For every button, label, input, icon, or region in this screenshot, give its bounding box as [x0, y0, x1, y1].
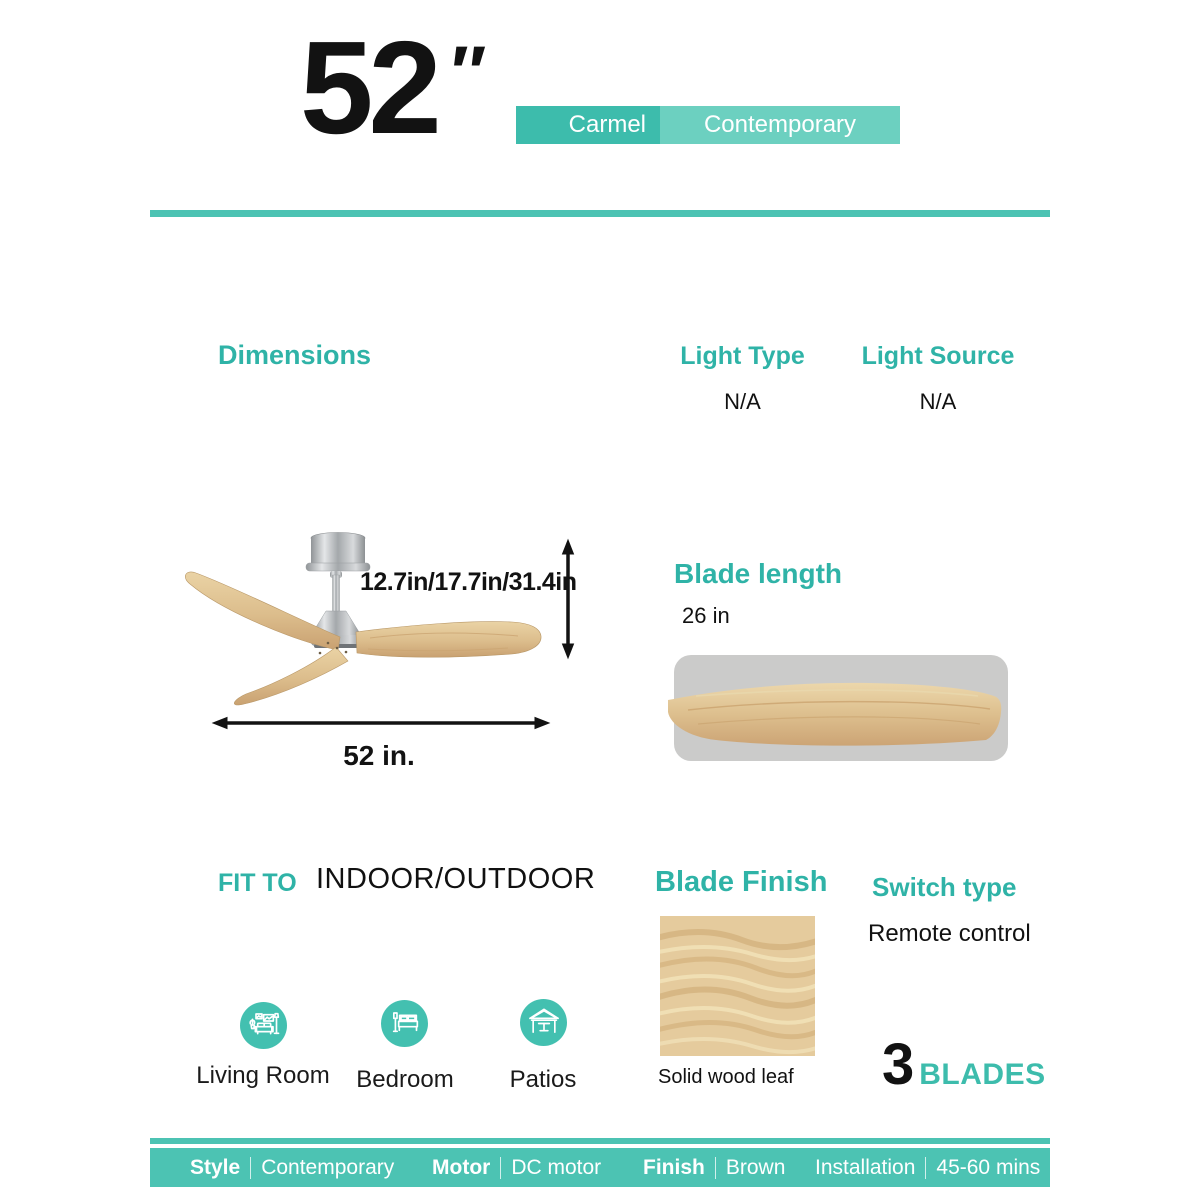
- fan-image: [170, 525, 580, 775]
- blade-length-value: 26 in: [682, 603, 730, 628]
- spec-motor-value: DC motor: [511, 1155, 602, 1179]
- spec-style-label: Style: [190, 1155, 241, 1179]
- ceiling-fan-illustration: [170, 525, 580, 775]
- inch-mark: ″: [447, 31, 483, 114]
- blades-word: BLADES: [919, 1058, 1046, 1091]
- blade-finish-caption: Solid wood leaf: [658, 1066, 794, 1088]
- spec-finish-value: Brown: [725, 1155, 786, 1179]
- light-type-column: [660, 342, 825, 415]
- room-label-bedroom: Bedroom: [356, 1066, 454, 1093]
- blade-finish-title: Blade Finish: [655, 866, 828, 898]
- fit-to-value: INDOOR/OUTDOOR: [316, 863, 596, 895]
- living-room-icon: [240, 1002, 287, 1049]
- fan-size-number: 52: [300, 14, 437, 161]
- series-badge: [516, 106, 900, 144]
- spec-separator: [715, 1157, 716, 1179]
- spec-installation: [815, 1148, 1040, 1187]
- drop-height-label: 12.7in/17.7in/31.4in: [360, 568, 577, 596]
- spec-finish: [643, 1148, 785, 1187]
- blade-photo: [668, 652, 1013, 767]
- light-source-title: Light Source: [861, 342, 1015, 370]
- light-type-value: N/A: [724, 389, 761, 414]
- wood-finish-swatch: [660, 916, 815, 1056]
- spec-separator: [250, 1157, 251, 1179]
- spec-separator: [500, 1157, 501, 1179]
- bedroom-icon: [381, 1000, 428, 1047]
- blade-length-title: Blade length: [674, 558, 843, 589]
- width-arrow: [213, 718, 549, 729]
- series-name: Carmel: [516, 106, 660, 144]
- light-source-value: N/A: [919, 389, 957, 414]
- switch-type-title: Switch type: [872, 872, 1017, 902]
- room-label-patios: Patios: [509, 1066, 577, 1093]
- spec-finish-label: Finish: [643, 1155, 705, 1179]
- fan-width-label: 52 in.: [343, 740, 415, 771]
- blades-count: 3: [882, 1032, 915, 1097]
- spec-style: [190, 1148, 394, 1187]
- spec-bar: [150, 1148, 1050, 1187]
- spec-installation-value: 45-60 mins: [936, 1155, 1041, 1179]
- height-arrow: [563, 540, 574, 658]
- spec-installation-label: Installation: [815, 1155, 916, 1179]
- dimensions-title: Dimensions: [218, 340, 372, 370]
- spec-motor: [432, 1148, 601, 1187]
- footer-divider: [150, 1138, 1050, 1144]
- switch-type-value: Remote control: [868, 920, 1031, 947]
- light-source-column: [848, 342, 1028, 415]
- spec-motor-label: Motor: [432, 1155, 491, 1179]
- spec-separator: [925, 1157, 926, 1179]
- series-style: Contemporary: [660, 106, 900, 144]
- header-divider: [150, 210, 1050, 217]
- patio-icon: [520, 999, 567, 1046]
- room-label-living-room: Living Room: [196, 1062, 330, 1089]
- fit-to-label: FIT TO: [218, 869, 297, 897]
- light-type-title: Light Type: [680, 342, 805, 370]
- blade-illustration: [668, 652, 1013, 767]
- blades-count-group: [882, 1032, 1046, 1097]
- spec-style-value: Contemporary: [261, 1155, 395, 1179]
